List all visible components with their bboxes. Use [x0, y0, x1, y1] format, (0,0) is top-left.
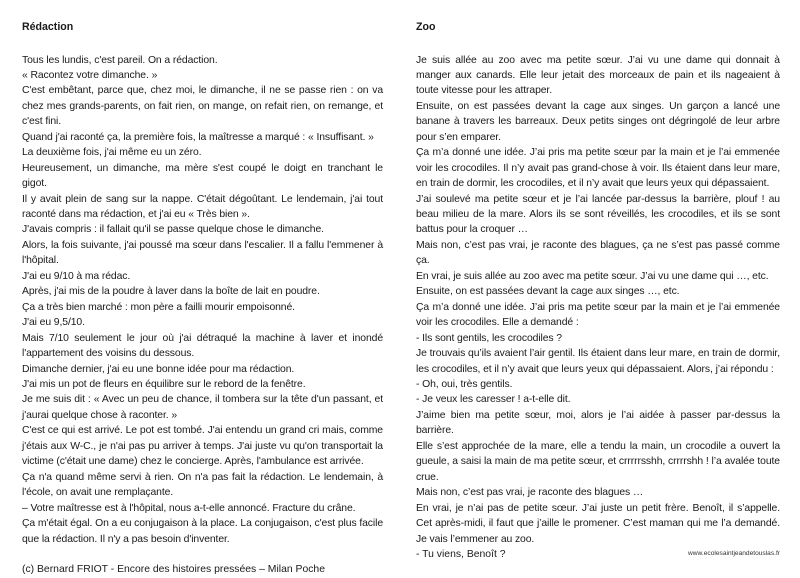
paragraph: J'avais compris : il fallait qu'il se passe quelque chose le dimanche. [22, 224, 324, 236]
paragraph: Ça m’a donné une idée. J’ai pris ma petite sœur par la main et je l’ai emmenée voir les crocodiles. Elle a demandé : [416, 301, 780, 329]
paragraph: - Ils sont gentils, les crocodiles ? [416, 332, 562, 344]
paragraph: Mais 7/10 seulement le jour où j'ai détraqué la machine à laver et inondé l'appartement des voisins du dessous. [22, 332, 383, 360]
paragraph: C'est embêtant, parce que, chez moi, le dimanche, il ne se passe rien : on va chez mes grands-parents, on fait rien, on mange, on refait rien, on remange, et c'est fini. [22, 85, 383, 128]
paragraph: Ça a très bien marché : mon père a failli mourir empoisonné. [22, 301, 295, 313]
story-zoo [416, 20, 780, 562]
paragraph: « Racontez votre dimanche. » [22, 69, 158, 81]
paragraph: - Oh, oui, très gentils. [416, 379, 513, 391]
paragraph: La deuxième fois, j'ai même eu un zéro. [22, 147, 202, 159]
paragraph: Dimanche dernier, j'ai eu une bonne idée pour ma rédaction. [22, 363, 295, 375]
author-credit: (c) Bernard FRIOT - Encore des histoires pressées – Milan Poche [22, 564, 325, 575]
paragraph: J'ai eu 9/10 à ma rédac. [22, 270, 131, 282]
paragraph: Quand j'ai raconté ça, la première fois, la maîtresse a marqué : « Insuffisant. » [22, 131, 374, 143]
paragraph: Je me suis dit : « Avec un peu de chance, il tombera sur la tête d'un passant, et j'aurai quelque chose à raconter. » [22, 394, 383, 421]
paragraph: Elle s’est approchée de la mare, elle a tendu la main, un crocodile a ouvert la gueule, a saisi la main de ma petite sœur, et crrrrrsshh, crrrrshh ! l’a avalée toute crue. [416, 440, 780, 483]
website-url: www.ecolesaintjeandetouslas.fr [688, 550, 780, 557]
paragraph: J’ai soulevé ma petite sœur et je l’ai lancée par-dessus la barrière, plouf ! au beau milieu de la mare. Alors ils se sont réveillés, les crocodiles, et ils se sont battus pour la croquer … [416, 193, 780, 236]
closing-line-row [416, 547, 780, 562]
paragraph: J'ai mis un pot de fleurs en équilibre sur le rebord de la fenêtre. [22, 379, 306, 391]
paragraph: J’aime bien ma petite sœur, moi, alors je l’ai aidée à passer par-dessus la barrière. [416, 409, 780, 437]
paragraph: Ensuite, on est passées devant la cage aux singes. Un garçon a lancé une banane à travers les barreaux. Deux petits singes ont dégringolé de leur arbre pour s’en emparer. [416, 100, 780, 143]
story-body [22, 53, 383, 548]
paragraph: Ça n'a quand même servi à rien. On n'a pas fait la rédaction. Le lendemain, à l'école, on avait une remplaçante. [22, 471, 383, 499]
paragraph: En vrai, je n’ai pas de petite sœur. J’ai juste un petit frère. Benoît, il s’appelle. Cet après-midi, il faut que j’aille le promener. C’est maman qui me l’a demandé. Je vais l’emmener au zoo. [416, 502, 780, 545]
closing-line: - Tu viens, Benoît ? [416, 549, 506, 560]
paragraph: Mais non, c’est pas vrai, je raconte des blagues … [416, 487, 644, 499]
paragraph: Je trouvais qu’ils avaient l’air gentil. Ils étaient dans leur mare, en train de dormir, les crocodiles, et il n’y avait que leurs yeux qui dépassaient. Alors, j’ai répondu : [416, 348, 780, 375]
story-redaction [22, 20, 383, 578]
paragraph: Mais non, c’est pas vrai, je raconte des blagues, ça ne s’est pas passé comme ça. [416, 239, 780, 267]
paragraph: Tous les lundis, c'est pareil. On a rédaction. [22, 54, 218, 66]
paragraph: En vrai, je suis allée au zoo avec ma petite sœur. J’ai vu une dame qui …, etc. [416, 270, 769, 282]
story-body [416, 53, 780, 548]
story-title: Zoo [416, 21, 436, 33]
paragraph: Alors, la fois suivante, j'ai poussé ma sœur dans l'escalier. Il a fallu l'emmener à l'hôpital. [22, 239, 383, 267]
paragraph: J'ai eu 9,5/10. [22, 317, 85, 329]
paragraph: Heureusement, un dimanche, ma mère s'est coupé le doigt en tranchant le gigot. [22, 162, 383, 190]
paragraph: - Je veux les caresser ! a-t-elle dit. [416, 394, 571, 406]
paragraph: Ça m’a donné une idée. J’ai pris ma petite sœur par la main et je l’ai emmenée voir les crocodiles. Il n’y avait pas grand-chose à voir. Ils étaient dans leur mare, en train de dormir, les crocodiles, et il n’y avait que leurs yeux qui dépassaient. [416, 147, 780, 190]
paragraph: C'est ce qui est arrivé. Le pot est tombé. J'ai entendu un grand cri mais, comme j'étais aux W-C., je n'ai pas pu arriver à temps. J'ai juste vu qu'on transportait la victime (c'était une dame) chez le concierge. Après, l'ambulance est arrivée. [22, 425, 383, 468]
paragraph: Ensuite, on est passées devant la cage aux singes …, etc. [416, 286, 680, 298]
paragraph: Il y avait plein de sang sur la nappe. C'était dégoûtant. Le lendemain, j'ai tout raconté dans ma rédaction, et j'ai eu « Très bien ». [22, 193, 383, 221]
paragraph: Je suis allée au zoo avec ma petite sœur. J’ai vu une dame qui donnait à manger aux canards. Elle leur jetait des morceaux de pain et ils nageaient à toute vitesse pour les attraper. [416, 54, 780, 97]
paragraph: Après, j'ai mis de la poudre à laver dans la boîte de lait en poudre. [22, 286, 320, 298]
paragraph: – Votre maîtresse est à l'hôpital, nous a-t-elle annoncé. Fracture du crâne. [22, 502, 356, 514]
paragraph: Ça m'était égal. On a eu conjugaison à la place. La conjugaison, c'est plus facile que la rédaction. Il n'y a pas besoin d'inventer. [22, 518, 383, 545]
story-title: Rédaction [22, 21, 74, 33]
